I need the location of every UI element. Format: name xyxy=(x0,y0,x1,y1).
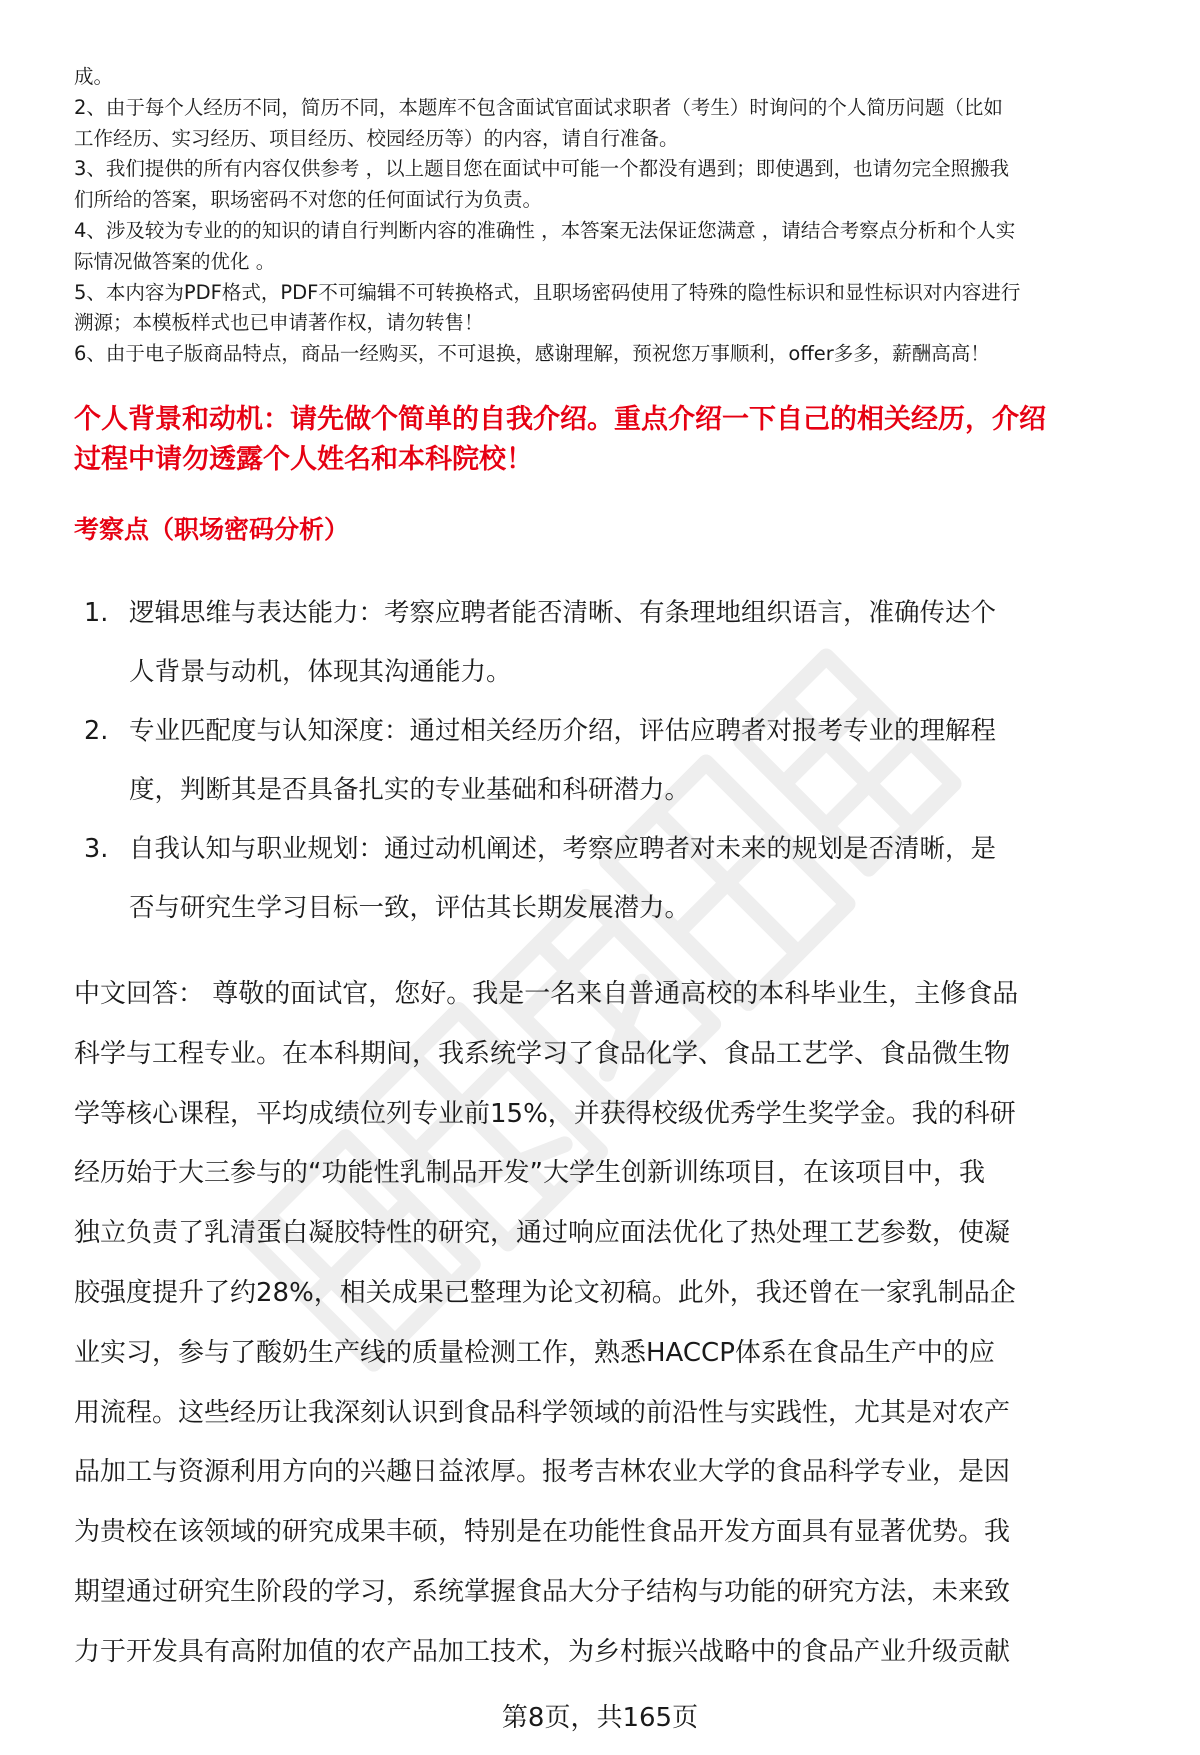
analysis-point xyxy=(74,820,1154,938)
analysis-points xyxy=(74,584,1154,938)
point-text: 逻辑思维与表达能力：考察应聘者能否清晰、有条理地组织语言，准确传达个 xyxy=(129,598,997,628)
notice-line: 工作经历、实习经历、项目经历、校园经历等）的内容，请自行准备。 xyxy=(74,126,679,150)
point-text: 度，判断其是否具备扎实的专业基础和科研潜力。 xyxy=(129,775,691,805)
answer-line: 独立负责了乳清蛋白凝胶特性的研究，通过响应面法优化了热处理工艺参数，使凝 xyxy=(74,1218,1011,1249)
point-text: 专业匹配度与认知深度：通过相关经历介绍，评估应聘者对报考专业的理解程 xyxy=(129,716,997,746)
notice-line: 4、涉及较为专业的的知识的请自行判断内容的准确性 ，本答案无法保证您满意 ，请结合考察点分析和个人实 xyxy=(74,218,1016,242)
notice-list xyxy=(74,62,1164,370)
answer-line: 业实习，参与了酸奶生产线的质量检测工作，熟悉HACCP体系在食品生产中的应 xyxy=(74,1337,995,1368)
question-line: 过程中请勿透露个人姓名和本科院校！ xyxy=(74,444,533,475)
point-text: 人背景与动机，体现其沟通能力。 xyxy=(129,657,512,687)
answer-line: 胶强度提升了约28%，相关成果已整理为论文初稿。此外，我还曾在一家乳制品企 xyxy=(74,1277,1016,1308)
notice-line: 5、本内容为PDF格式，PDF不可编辑不可转换格式，且职场密码使用了特殊的隐性标识和显性标识对内容进行 xyxy=(74,280,1021,304)
chinese-answer xyxy=(74,965,1164,1683)
point-number: 1. xyxy=(84,598,109,628)
point-text: 自我认知与职业规划：通过动机阐述，考察应聘者对未来的规划是否清晰，是 xyxy=(129,834,997,864)
point-text: 否与研究生学习目标一致，评估其长期发展潜力。 xyxy=(129,893,691,923)
page-number: 第8页，共165页 xyxy=(501,1703,699,1733)
notice-line: 6、由于电子版商品特点，商品一经购买，不可退换，感谢理解，预祝您万事顺利，offer多多，薪酬高高！ xyxy=(74,342,990,366)
answer-line: 力于开发具有高附加值的农产品加工技术，为乡村振兴战略中的食品产业升级贡献 xyxy=(74,1636,1011,1667)
answer-line: 中文回答： 尊敬的面试官，您好。我是一名来自普通高校的本科毕业生，主修食品 xyxy=(74,979,1019,1009)
answer-line: 用流程。这些经历让我深刻认识到食品科学领域的前沿性与实践性，尤其是对农产 xyxy=(74,1397,1011,1428)
notice-line: 际情况做答案的优化 。 xyxy=(74,249,276,273)
analysis-point xyxy=(74,702,1154,820)
notice-line: 2、由于每个人经历不同，简历不同，本题库不包含面试官面试求职者（考生）时询问的个人简历问题（比如 xyxy=(74,95,1003,119)
analysis-title: 考察点（职场密码分析） xyxy=(74,515,350,544)
interview-question xyxy=(74,400,1154,480)
question-line: 个人背景和动机：请先做个简单的自我介绍。重点介绍一下自己的相关经历，介绍 xyxy=(74,404,1046,435)
answer-line: 经历始于大三参与的“功能性乳制品开发”大学生创新训练项目，在该项目中，我 xyxy=(74,1158,985,1189)
notice-line: 们所给的答案，职场密码不对您的任何面试行为负责。 xyxy=(74,188,543,212)
point-number: 2. xyxy=(84,716,109,746)
notice-line: 溯源；本模板样式也已申请著作权，请勿转售！ xyxy=(74,311,484,335)
notice-line: 成。 xyxy=(74,65,114,88)
point-number: 3. xyxy=(84,834,109,864)
answer-line: 科学与工程专业。在本科期间，我系统学习了食品化学、食品工艺学、食品微生物 xyxy=(74,1038,1011,1069)
answer-line: 为贵校在该领域的研究成果丰硕，特别是在功能性食品开发方面具有显著优势。我 xyxy=(74,1517,1011,1548)
answer-line: 品加工与资源利用方向的兴趣日益浓厚。报考吉林农业大学的食品科学专业，是因 xyxy=(74,1457,1011,1488)
notice-line: 3、我们提供的所有内容仅供参考 ，以上题目您在面试中可能一个都没有遇到；即使遇到，也请勿完全照搬我 xyxy=(74,157,1010,181)
analysis-point xyxy=(74,584,1154,702)
answer-line: 期望通过研究生阶段的学习，系统掌握食品大分子结构与功能的研究方法，未来致 xyxy=(74,1576,1011,1607)
answer-line: 学等核心课程，平均成绩位列专业前15%，并获得校级优秀学生奖学金。我的科研 xyxy=(74,1098,1016,1129)
